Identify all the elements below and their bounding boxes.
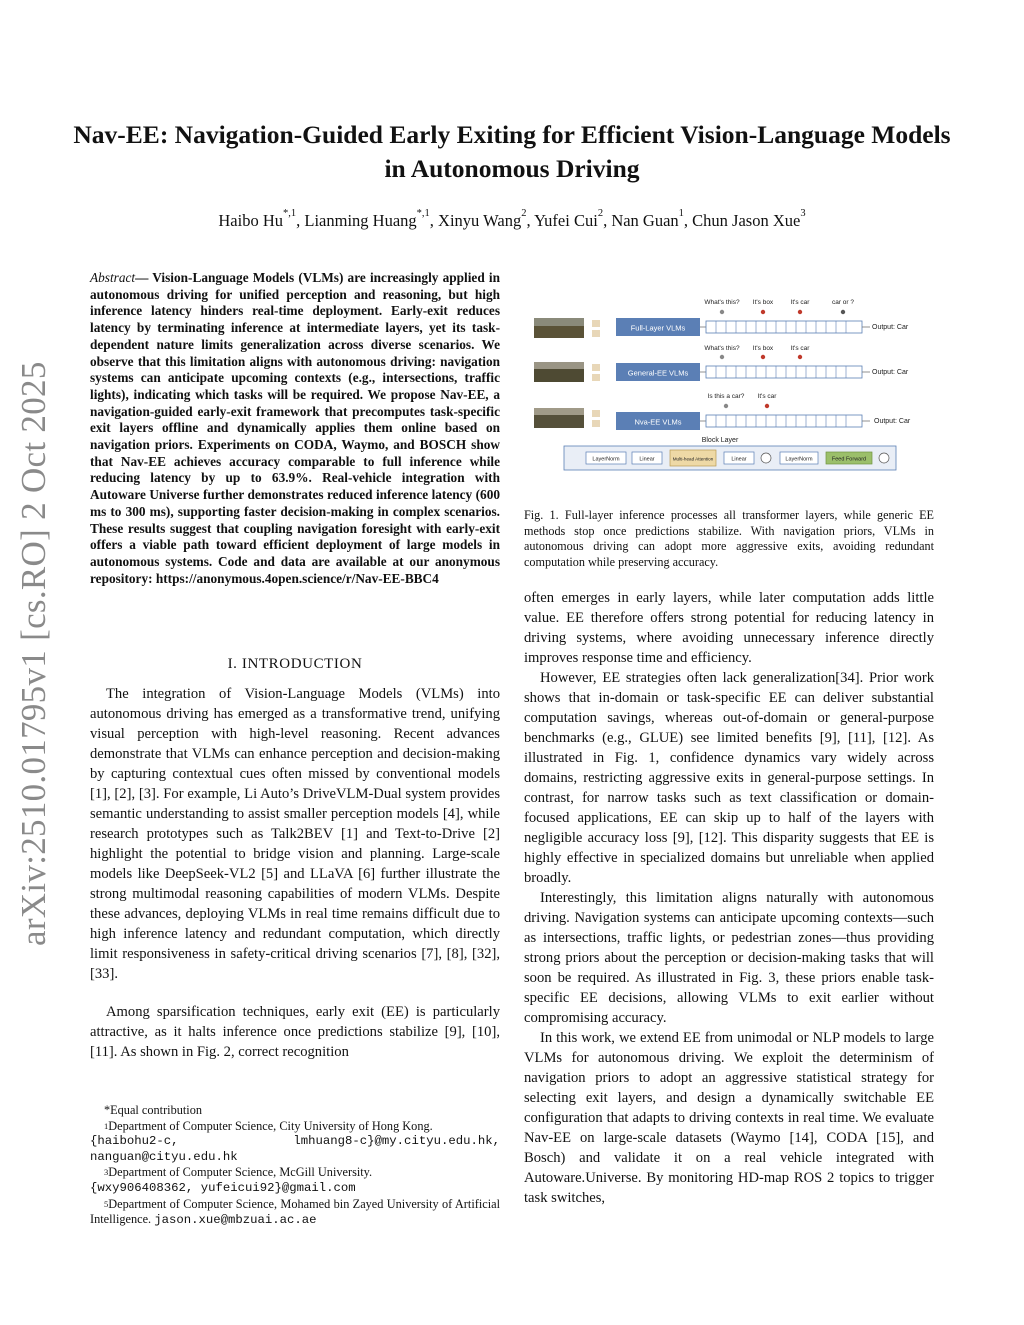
footnote-text: Department of Computer Science, City University of Hong Kong. <box>108 1118 433 1133</box>
arxiv-stamp: arXiv:2510.01795v1 [cs.RO] 2 Oct 2025 <box>14 361 53 946</box>
author-name: Chun Jason Xue <box>692 211 801 230</box>
block-layer-detail <box>564 437 896 470</box>
token-icon <box>592 330 600 337</box>
layer-query: What's this? <box>704 345 740 352</box>
author-name: Nan Guan <box>611 211 679 230</box>
thumbnail-sky <box>534 408 584 415</box>
author-name: Xinyu Wang <box>438 211 522 230</box>
person-icon <box>798 355 802 359</box>
thumbnail-sky <box>534 362 584 369</box>
footnote-affiliation-3 <box>90 1197 500 1229</box>
layer-answer: It's car <box>790 345 810 352</box>
person-icon <box>720 310 724 314</box>
figure-1-diagram <box>530 292 936 472</box>
footnote-mark: 3 <box>104 1167 109 1178</box>
person-icon <box>765 404 769 408</box>
op-label: Linear <box>731 456 747 463</box>
person-icon <box>841 310 845 314</box>
layer-stack <box>706 321 862 333</box>
footnote-affiliation-1 <box>90 1119 500 1135</box>
author-name: Lianming Huang <box>304 211 417 230</box>
abstract <box>90 270 500 587</box>
right-column-body <box>524 588 934 1208</box>
add-icon <box>761 453 771 463</box>
layer-answer: It's box <box>752 345 774 352</box>
author-name: Yufei Cui <box>534 211 598 230</box>
person-icon <box>761 355 765 359</box>
person-icon <box>720 355 724 359</box>
footnote-equal: *Equal contribution <box>104 1103 203 1117</box>
model-label: General-EE VLMs <box>627 368 689 378</box>
output-label: Output: Car <box>874 418 911 425</box>
footnotes <box>90 1103 500 1229</box>
layer-answer: car or ? <box>831 299 855 306</box>
layer-query: What's this? <box>704 299 740 306</box>
layer-stack <box>706 366 862 378</box>
author-affiliation: 2 <box>597 208 604 219</box>
author-affiliation: 1 <box>678 208 684 219</box>
token-icon <box>592 364 600 371</box>
author-affiliation: *,1 <box>416 208 430 219</box>
layer-query: Is this a car? <box>707 393 745 400</box>
paragraph: Among sparsification techniques, early exit (EE) is particularly attractive, as it halts inference once predictions stabilize [9], [10], [11]. As shown in Fig. 2, correct recognition <box>90 1004 500 1060</box>
model-label: Nva-EE VLMs <box>634 417 682 427</box>
op-label: LayerNorm <box>592 456 620 463</box>
paragraph: However, EE strategies often lack generalization[34]. Prior work shows that in-domain or task-specific EE can deliver substantial computation savings, whereas out-of-domain or general-purpose benchmarks (e.g., GLUE) see limited benefits [9], [11], [12]. As illustrated in Fig. 1, confidence dynamics vary widely across domains, restricting aggressive exits in general-purpose settings. In contrast, for narrow tasks such as text classification or domain-focused applications, EE can skip up to half of the layers with negligible accuracy loss [9], [12]. This disparity suggests that EE is highly effective in specialized domains but unreliable when applied broadly. <box>524 670 934 886</box>
introduction-body <box>90 684 500 1062</box>
footnote-text: Department of Computer Science, McGill University. <box>108 1165 373 1180</box>
footnote-mark: 1 <box>104 1120 109 1131</box>
author-list: Haibo $Hu^{*,1}$, Lianming Huang$^{*,1}$, Xinyu Wang$^2$, Yufei Cui$^2$, Nan Guan$^1$, Chun Jason Xue$^3$ <box>218 208 806 230</box>
person-icon <box>798 310 802 314</box>
figure-row-general-ee <box>534 345 909 382</box>
author-affiliation: 2 <box>521 208 527 219</box>
person-icon <box>724 404 728 408</box>
output-label: Output: Car <box>872 369 909 376</box>
paragraph: In this work, we extend EE from unimodal or NLP models to large VLMs for autonomous driving. We exploit the determinism of navigation priors to adopt an aggressive statistical strategy for selecting exit layers, and design a dynamically switchable EE configuration that adapts to driving contexts in real time. We evaluate Nav-EE on large-scale datasets (Waymo [14], CODA [15], and Bosch) and validate it on a real vehicle integrated with Autoware.Universe. By monitoring HD-map ROS 2 topics to trigger task switches, <box>524 1030 934 1206</box>
add-icon <box>879 453 889 463</box>
abstract-text: — Vision-Language Models (VLMs) are increasingly applied in autonomous driving for unified perception and reasoning, but high inference latency hinders real-time deployment. Early-exit reduces latency by terminating inference at intermediate layers, yet its task-dependent nature limits generalization across diverse scenarios. We observe that this limitation aligns with autonomous driving: navigation systems can anticipate upcoming contexts (e.g., intersections, traffic lights), indicating which tasks will be required. We propose Nav-EE, a navigation-guided early-exit framework that precomputes task-specific exit layers offline and dynamically applies them online based on navigation priors. Experiments on CODA, Waymo, and BOSCH show that Nav-EE achieves accuracy comparable to full inference while reducing latency by up to 63.9%. Real-vehicle integration with Autoware Universe further demonstrates reduced inference latency (600 ms to 300 ms), supporting faster decision-making in complex scenarios. These results suggest that coupling navigation foresight with early-exit offers a viable path toward efficient deployment of large models in autonomous systems. Code and data are available at our anonymous repository: https://anonymous.4open.science/r/Nav-EE-BBC4 <box>90 270 500 586</box>
op-label: LayerNorm <box>785 456 813 463</box>
author-name: Haibo Hu <box>218 211 284 230</box>
layer-stack <box>706 415 862 427</box>
footnote-text: Department of Computer Science, Mohamed bin Zayed University of Artificial Intelligence. <box>90 1196 500 1227</box>
figure-row-nav-ee <box>534 393 911 430</box>
paper-title: Nav-EE: Navigation-Guided Early Exiting for Efficient Vision-Language Models in Autonomous Driving <box>73 120 951 183</box>
token-icon <box>592 420 600 427</box>
block-layer-label: Block Layer <box>701 437 739 444</box>
token-icon <box>592 374 600 381</box>
paragraph: Interestingly, this limitation aligns naturally with autonomous driving. Navigation systems can anticipate upcoming contexts—such as intersections, traffic lights, or pedestrian zones—thus providing strong priors about the perception or decision-making tasks that will soon be required. As illustrated in Fig. 3, these priors enable task-specific EE decisions, allowing VLMs to exit earlier without compromising accuracy. <box>524 890 934 1026</box>
token-icon <box>592 410 600 417</box>
person-icon <box>761 310 765 314</box>
footnote-affiliation-2 <box>90 1165 500 1181</box>
footnote-email-2: {wxy906408362, yufeicui92}@gmail.com <box>90 1180 356 1195</box>
paragraph: The integration of Vision-Language Models (VLMs) into autonomous driving has emerged as a transformative trend, unifying visual perception with high-level reasoning. Recent advances demonstrate that VLMs can enhance perception and decision-making by capturing contextual cues often missed by conventional models [1], [2], [3]. For example, Li Auto’s DriveVLM-Dual system provides semantic understanding to assist smaller perception models [4], while research prototypes such as Talk2BEV [1] and Text-to-Drive [2] highlight the potential to bridge vision and planning. Large-scale models like DeepSeek-VL2 [5] and LLaVA [6] further illustrate the strong multimodal reasoning capabilities of modern VLMs. Despite these advances, deploying VLMs in real time remains difficult due to high inference latency and redundant computation, which directly limit responsiveness in safety-critical driving scenarios [7], [8], [32], [33]. <box>90 686 500 982</box>
abstract-lead: Abstract <box>90 270 136 285</box>
footnote-email-3: jason.xue@mbzuai.ac.ae <box>154 1213 317 1228</box>
footnote-mark: 5 <box>104 1198 109 1209</box>
section-heading-introduction: I. INTRODUCTION <box>227 656 363 672</box>
thumbnail-sky <box>534 318 584 326</box>
layer-dividers <box>716 366 846 378</box>
layer-answer: It's box <box>752 299 774 306</box>
layer-dividers <box>716 415 846 427</box>
paragraph: often emerges in early layers, while later computation adds little value. EE therefore offers strong potential for reducing latency in driving systems, where avoiding unnecessary inference directly improves response time and efficiency. <box>524 590 934 666</box>
layer-answer: It's car <box>757 393 777 400</box>
author-affiliation: 3 <box>800 208 806 219</box>
op-label: Multi-head Attention <box>672 456 714 462</box>
token-icon <box>592 320 600 327</box>
footnote-email-1: {haibohu2-c, lmhuang8-c}@my.cityu.edu.hk, nanguan@cityu.edu.hk <box>90 1134 500 1164</box>
layer-dividers <box>716 321 846 333</box>
output-label: Output: Car <box>872 324 909 331</box>
layer-answer: It's car <box>790 299 810 306</box>
author-affiliation: *,1 <box>283 208 297 219</box>
op-label: Feed Forward <box>831 456 867 463</box>
figure-1-caption: Fig. 1. Full-layer inference processes all transformer layers, while generic EE methods stop once predictions stabilize. With navigation priors, VLMs in autonomous driving can adopt more aggressive exits, avoiding redundant computation while preserving accuracy. <box>524 508 934 570</box>
op-label: Linear <box>639 456 655 463</box>
figure-row-full-layer <box>534 299 909 338</box>
model-label: Full-Layer VLMs <box>630 323 686 333</box>
